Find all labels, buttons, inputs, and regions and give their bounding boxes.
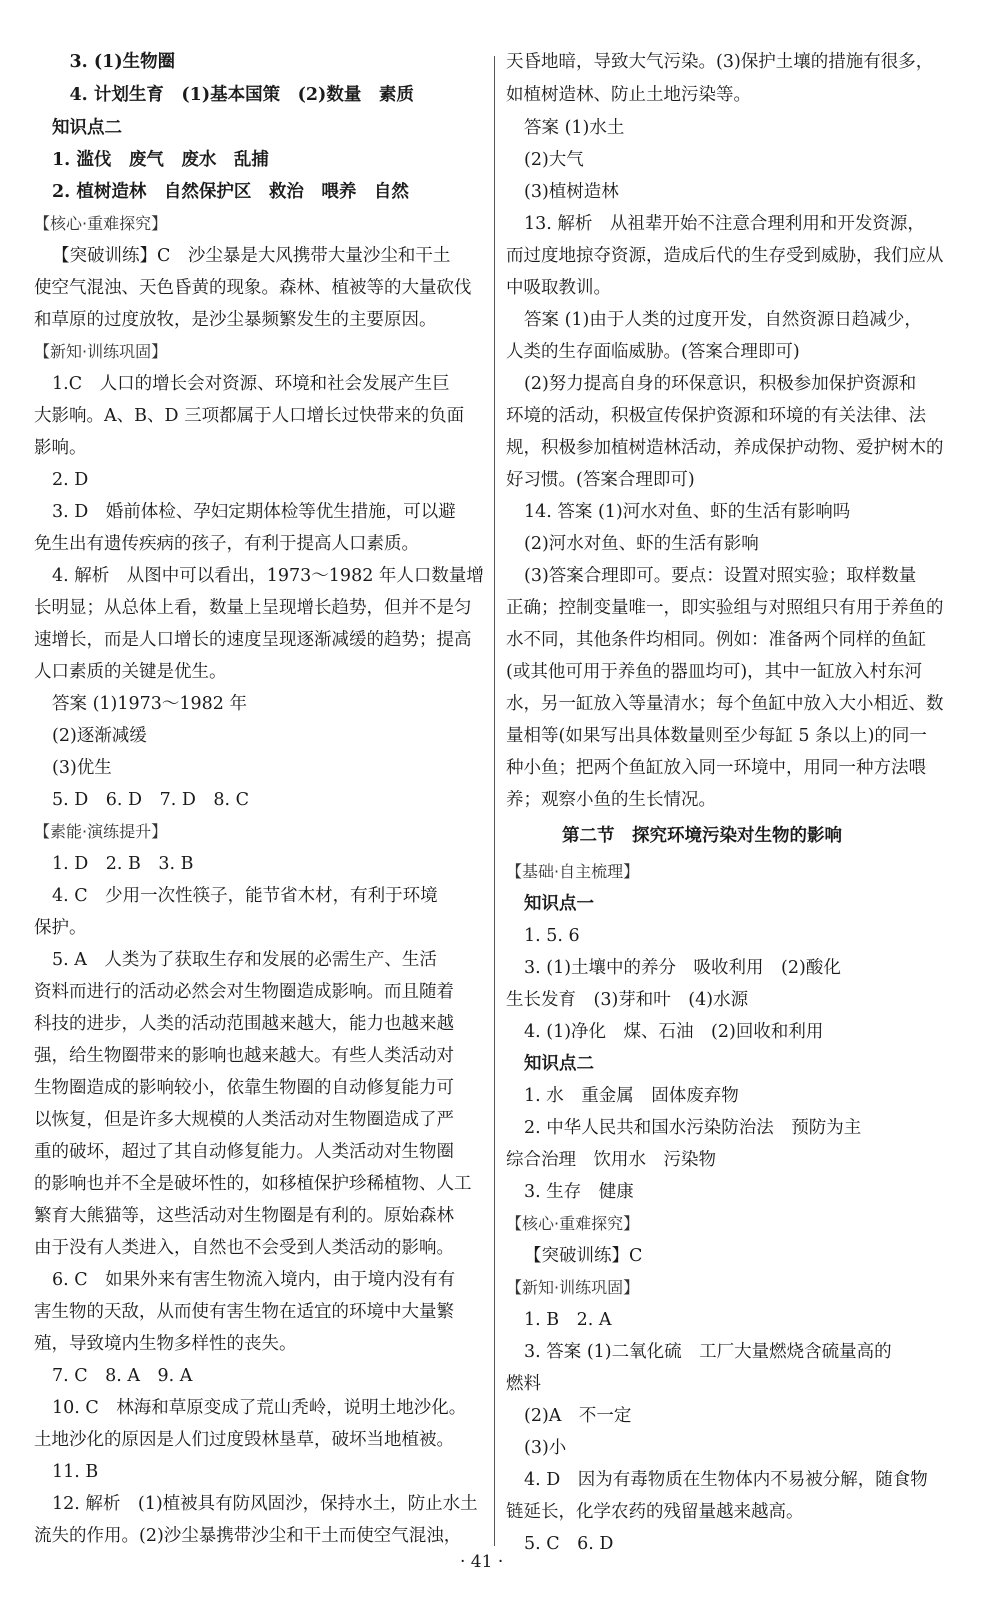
text-line: 7. C 8. A 9. A bbox=[52, 1366, 193, 1386]
text-line: 答案 (1)由于人类的过度开发，自然资源日趋减少， bbox=[524, 310, 922, 330]
section-heading: 【核心·重难探究】 bbox=[506, 1214, 640, 1233]
text-line: 3. D 婚前体检、孕妇定期体检等优生措施，可以避 bbox=[52, 502, 456, 522]
text-line: 使空气混浊、天色昏黄的现象。森林、植被等的大量砍伐 bbox=[34, 278, 472, 298]
text-line: 【突破训练】C bbox=[524, 1246, 643, 1266]
text-line: 大影响。A、B、D 三项都属于人口增长过快带来的负面 bbox=[34, 406, 465, 426]
section-heading: 【素能·演练提升】 bbox=[34, 822, 168, 841]
text-line: 害生物的天敌，从而使有害生物在适宜的环境中大量繁 bbox=[34, 1302, 454, 1322]
text-line: 3. (1)生物圈 bbox=[52, 52, 176, 72]
section-heading: 【新知·训练巩固】 bbox=[34, 342, 168, 361]
text-line: 繁育大熊猫等，这些活动对生物圈是有利的。原始森林 bbox=[34, 1206, 454, 1226]
text-line: 知识点二 bbox=[524, 1054, 594, 1074]
text-line: 的影响也并不全是破坏性的，如移植保护珍稀植物、人工 bbox=[34, 1174, 472, 1194]
text-line: 保护。 bbox=[34, 918, 87, 938]
text-line: (2)逐渐减缓 bbox=[52, 726, 147, 746]
text-line: (或其他可用于养鱼的器皿均可)，其中一缸放入村东河 bbox=[506, 662, 923, 682]
text-line: 5. A 人类为了获取生存和发展的必需生产、生活 bbox=[52, 950, 437, 970]
section-heading: 【基础·自主梳理】 bbox=[506, 862, 640, 881]
text-line: 10. C 林海和草原变成了荒山秃岭，说明土地沙化。 bbox=[52, 1398, 467, 1418]
text-line: 12. 解析 (1)植被具有防风固沙，保持水土，防止水土 bbox=[52, 1494, 478, 1514]
text-line: (2)大气 bbox=[524, 150, 584, 170]
text-line: 3. 答案 (1)二氧化硫 工厂大量燃烧含硫量高的 bbox=[524, 1342, 892, 1362]
section-heading: 【核心·重难探究】 bbox=[34, 214, 168, 233]
text-line: 如植树造林、防止土地污染等。 bbox=[506, 85, 751, 105]
text-line: 答案 (1)1973～1982 年 bbox=[52, 694, 247, 714]
text-line: 链延长，化学农药的残留量越来越高。 bbox=[506, 1502, 804, 1522]
text-line: 【突破训练】C 沙尘暴是大风携带大量沙尘和干土 bbox=[52, 246, 451, 266]
text-line: 2. 植树造林 自然保护区 救治 喂养 自然 bbox=[52, 182, 409, 202]
text-line: 科技的进步，人类的活动范围越来越大，能力也越来越 bbox=[34, 1014, 454, 1034]
text-line: 水不同，其他条件均相同。例如：准备两个同样的鱼缸 bbox=[506, 630, 926, 650]
text-line: 生物圈造成的影响较小，依靠生物圈的自动修复能力可 bbox=[34, 1078, 454, 1098]
text-line: 种小鱼；把两个鱼缸放入同一环境中，用同一种方法喂 bbox=[506, 758, 926, 778]
text-line: 1. 滥伐 废气 废水 乱捕 bbox=[52, 150, 269, 170]
text-line: 4. 解析 从图中可以看出，1973～1982 年人口数量增 bbox=[52, 566, 484, 586]
text-line: 4. D 因为有毒物质在生物体内不易被分解，随食物 bbox=[524, 1470, 928, 1490]
text-line: 5. C 6. D bbox=[524, 1534, 614, 1554]
text-line: 正确；控制变量唯一，即实验组与对照组只有用于养鱼的 bbox=[506, 598, 944, 618]
text-line: 11. B bbox=[52, 1462, 99, 1482]
text-line: 4. (1)净化 煤、石油 (2)回收和利用 bbox=[524, 1022, 824, 1042]
text-line: 速增长，而是人口增长的速度呈现逐渐减缓的趋势；提高 bbox=[34, 630, 472, 650]
text-line: 养；观察小鱼的生长情况。 bbox=[506, 790, 716, 810]
text-line: 环境的活动，积极宣传保护资源和环境的有关法律、法 bbox=[506, 406, 926, 426]
text-line: 1. D 2. B 3. B bbox=[52, 854, 194, 874]
text-line: 答案 (1)水土 bbox=[524, 118, 625, 138]
text-line: 好习惯。(答案合理即可) bbox=[506, 470, 695, 490]
text-line: (3)小 bbox=[524, 1438, 567, 1458]
text-line: 1. 5. 6 bbox=[524, 926, 580, 946]
section-heading: 【新知·训练巩固】 bbox=[506, 1278, 640, 1297]
text-line: 综合治理 饮用水 污染物 bbox=[506, 1150, 716, 1170]
text-line: 6. C 如果外来有害生物流入境内，由于境内没有有 bbox=[52, 1270, 456, 1290]
text-line: (2)努力提高自身的环保意识，积极参加保护资源和 bbox=[524, 374, 917, 394]
text-line: (2)A 不一定 bbox=[524, 1406, 632, 1426]
text-line: 13. 解析 从祖辈开始不注意合理利用和开发资源， bbox=[524, 214, 925, 234]
text-line: 1.C 人口的增长会对资源、环境和社会发展产生巨 bbox=[52, 374, 450, 394]
text-line: 天昏地暗，导致大气污染。(3)保护土壤的措施有很多， bbox=[506, 52, 934, 72]
text-line: 4. C 少用一次性筷子，能节省木材，有利于环境 bbox=[52, 886, 438, 906]
text-line: 3. 生存 健康 bbox=[524, 1182, 634, 1202]
column-divider bbox=[494, 56, 495, 1546]
chapter-heading: 第二节 探究环境污染对生物的影响 bbox=[562, 826, 842, 846]
text-line: 免生出有遗传疾病的孩子，有利于提高人口素质。 bbox=[34, 534, 419, 554]
page-number: · 41 · bbox=[460, 1552, 504, 1572]
text-line: 规，积极参加植树造林活动，养成保护动物、爱护树木的 bbox=[506, 438, 944, 458]
text-line: 量相等(如果写出具体数量则至少每缸 5 条以上)的同一 bbox=[506, 726, 927, 746]
text-line: 和草原的过度放牧，是沙尘暴频繁发生的主要原因。 bbox=[34, 310, 437, 330]
text-line: 知识点二 bbox=[52, 118, 122, 138]
text-line: 人口素质的关键是优生。 bbox=[34, 662, 227, 682]
text-line: 而过度地掠夺资源，造成后代的生存受到威胁，我们应从 bbox=[506, 246, 944, 266]
text-line: 3. (1)土壤中的养分 吸收利用 (2)酸化 bbox=[524, 958, 841, 978]
text-line: (3)植树造林 bbox=[524, 182, 619, 202]
text-line: 人类的生存面临威胁。(答案合理即可) bbox=[506, 342, 800, 362]
text-line: 5. D 6. D 7. D 8. C bbox=[52, 790, 250, 810]
text-line: 中吸取教训。 bbox=[506, 278, 611, 298]
text-line: 1. B 2. A bbox=[524, 1310, 612, 1330]
text-line: 长明显；从总体上看，数量上呈现增长趋势，但并不是匀 bbox=[34, 598, 472, 618]
text-line: 土地沙化的原因是人们过度毁林垦草，破坏当地植被。 bbox=[34, 1430, 454, 1450]
text-line: (3)优生 bbox=[52, 758, 112, 778]
text-line: 燃料 bbox=[506, 1374, 541, 1394]
text-line: 由于没有人类进入，自然也不会受到人类活动的影响。 bbox=[34, 1238, 454, 1258]
text-line: 1. 水 重金属 固体废弃物 bbox=[524, 1086, 739, 1106]
text-line: 资料而进行的活动必然会对生物圈造成影响。而且随着 bbox=[34, 982, 454, 1002]
text-line: 14. 答案 (1)河水对鱼、虾的生活有影响吗 bbox=[524, 502, 851, 522]
text-line: 殖，导致境内生物多样性的丧失。 bbox=[34, 1334, 297, 1354]
text-line: 2. 中华人民共和国水污染防治法 预防为主 bbox=[524, 1118, 862, 1138]
text-line: (2)河水对鱼、虾的生活有影响 bbox=[524, 534, 759, 554]
text-line: 以恢复，但是许多大规模的人类活动对生物圈造成了严 bbox=[34, 1110, 454, 1130]
text-line: 影响。 bbox=[34, 438, 87, 458]
text-line: 知识点一 bbox=[524, 894, 594, 914]
text-line: 4. 计划生育 (1)基本国策 (2)数量 素质 bbox=[52, 85, 414, 105]
text-line: (3)答案合理即可。要点：设置对照实验；取样数量 bbox=[524, 566, 917, 586]
text-line: 流失的作用。(2)沙尘暴携带沙尘和干土而使空气混浊， bbox=[34, 1526, 462, 1546]
text-line: 生长发育 (3)芽和叶 (4)水源 bbox=[506, 990, 749, 1010]
text-line: 2. D bbox=[52, 470, 89, 490]
text-line: 水，另一缸放入等量清水；每个鱼缸中放入大小相近、数 bbox=[506, 694, 944, 714]
text-line: 重的破坏，超过了其自动修复能力。人类活动对生物圈 bbox=[34, 1142, 454, 1162]
text-line: 强，给生物圈带来的影响也越来越大。有些人类活动对 bbox=[34, 1046, 454, 1066]
